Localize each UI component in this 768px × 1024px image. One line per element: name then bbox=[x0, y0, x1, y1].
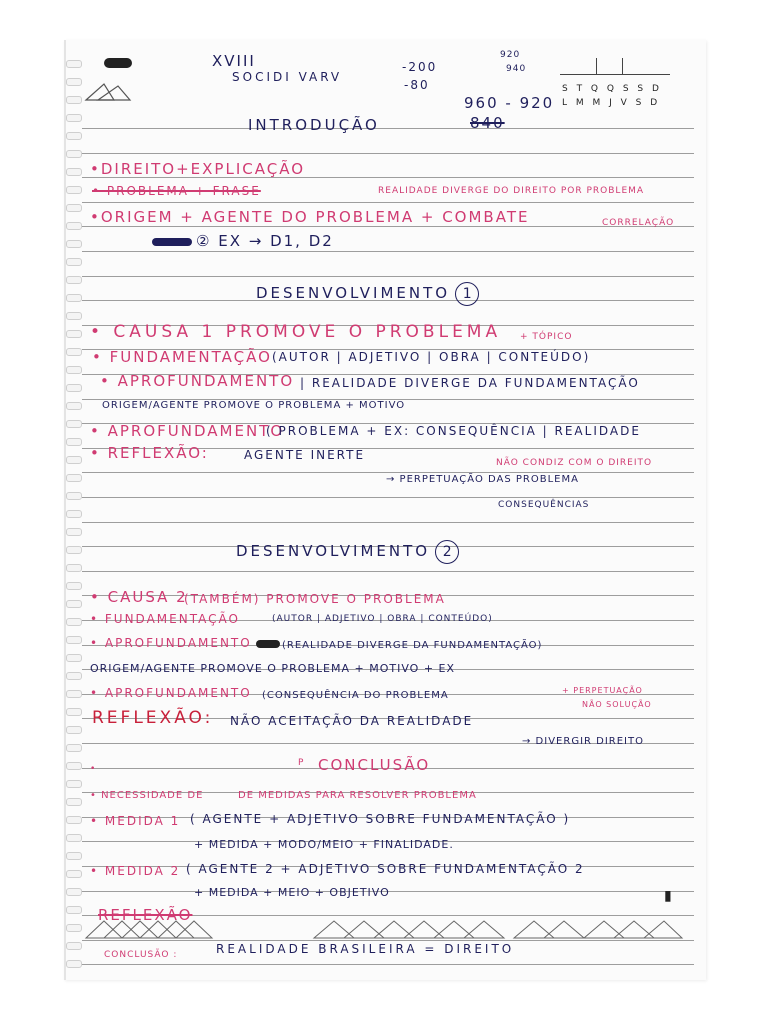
scribble-blot-2 bbox=[256, 640, 280, 648]
spiral-hole bbox=[66, 870, 82, 878]
spiral-hole bbox=[66, 852, 82, 860]
spiral-hole bbox=[66, 348, 82, 356]
spiral-hole bbox=[66, 798, 82, 806]
header-calc-1: -200 bbox=[402, 60, 438, 74]
conclusion-prefix: P bbox=[298, 758, 305, 768]
conclusion-line-4a: • MEDIDA 2 bbox=[90, 864, 181, 878]
dev2-line-1a: • CAUSA 2 bbox=[90, 588, 188, 606]
spiral-hole bbox=[66, 114, 82, 122]
spiral-hole bbox=[66, 672, 82, 680]
header-calc-5: 960 - 920 bbox=[464, 94, 555, 112]
dev2-line-3b: (REALIDADE DIVERGE DA FUNDAMENTAÇÃO) bbox=[282, 640, 543, 651]
dev2-title: DESENVOLVIMENTO bbox=[236, 542, 431, 560]
triangle-border bbox=[84, 918, 684, 940]
header-calc-3: 920 bbox=[500, 50, 521, 60]
spiral-hole bbox=[66, 186, 82, 194]
ruled-line bbox=[82, 202, 694, 203]
dev2-line-6a: REFLEXÃO: bbox=[92, 708, 214, 728]
conclusion-title: CONCLUSÃO bbox=[318, 756, 431, 774]
conclusion-bottom-label: CONCLUSÃO : bbox=[104, 950, 178, 960]
intro-line-2-struck: • PROBLEMA + FRASE bbox=[92, 184, 261, 198]
intro-line-3-note: CORRELAÇÃO bbox=[602, 218, 675, 228]
conclusion-line-5: + MEDIDA + MEIO + OBJETIVO bbox=[194, 886, 390, 899]
ruled-line bbox=[82, 276, 694, 277]
spiral-hole bbox=[66, 546, 82, 554]
spiral-hole bbox=[66, 816, 82, 824]
weekdays-bottom: L M M J V S D bbox=[562, 98, 661, 108]
header-subtitle: SOCIDI VARV bbox=[232, 70, 343, 84]
spiral-hole bbox=[66, 960, 82, 968]
spiral-hole bbox=[66, 204, 82, 212]
header-calc-4: 940 bbox=[506, 64, 527, 74]
dev1-line-6a: • REFLEXÃO: bbox=[90, 444, 209, 462]
dev2-line-1b: (TAMBÉM) PROMOVE O PROBLEMA bbox=[184, 592, 446, 606]
spiral-hole bbox=[66, 780, 82, 788]
intro-title: INTRODUÇÃO bbox=[248, 116, 380, 134]
spiral-hole bbox=[66, 528, 82, 536]
scribble-blot bbox=[152, 238, 192, 246]
dev1-title: DESENVOLVIMENTO bbox=[256, 284, 451, 302]
header-calc-6: 840 bbox=[470, 114, 505, 132]
spiral-hole bbox=[66, 456, 82, 464]
ruled-line bbox=[82, 128, 694, 129]
spiral-hole bbox=[66, 438, 82, 446]
dev2-line-4: ORIGEM/AGENTE PROMOVE O PROBLEMA + MOTIVO + EX bbox=[90, 662, 456, 675]
conclusion-line-3: + MEDIDA + MODO/MEIO + FINALIDADE. bbox=[194, 838, 454, 851]
marker-blot bbox=[104, 58, 132, 68]
dev2-line-5-note-1: + PERPETUAÇÃO bbox=[562, 686, 643, 695]
dev2-line-5a: • APROFUNDAMENTO bbox=[90, 686, 252, 700]
spiral-hole bbox=[66, 78, 82, 86]
spiral-hole bbox=[66, 96, 82, 104]
dev1-number: 1 bbox=[455, 282, 479, 306]
conclusion-line-2a: • MEDIDA 1 bbox=[90, 814, 181, 828]
header-tick-2 bbox=[622, 58, 623, 74]
dev2-line-6b: NÃO ACEITAÇÃO DA REALIDADE bbox=[230, 714, 474, 728]
conclusion-bottom-text: REALIDADE BRASILEIRA = DIREITO bbox=[216, 942, 515, 956]
dev2-line-5b: (CONSEQUÊNCIA DO PROBLEMA bbox=[262, 690, 449, 701]
spiral-hole bbox=[66, 726, 82, 734]
conclusion-line-1a: • NECESSIDADE DE bbox=[90, 790, 204, 801]
intro-line-4: ② EX → D1, D2 bbox=[196, 232, 334, 250]
header-divider bbox=[560, 74, 670, 75]
spiral-hole bbox=[66, 600, 82, 608]
spiral-hole bbox=[66, 924, 82, 932]
ruled-line bbox=[82, 472, 694, 473]
spiral-hole bbox=[66, 492, 82, 500]
ruled-line bbox=[82, 497, 694, 498]
spiral-hole bbox=[66, 564, 82, 572]
ruled-line bbox=[82, 571, 694, 572]
spiral-hole bbox=[66, 312, 82, 320]
spiral-hole bbox=[66, 258, 82, 266]
conclusion-line-4b: ( AGENTE 2 + ADJETIVO SOBRE FUNDAMENTAÇÃO 2 bbox=[186, 862, 585, 876]
spiral-hole bbox=[66, 240, 82, 248]
spiral-hole bbox=[66, 510, 82, 518]
dev1-line-3b: | REALIDADE DIVERGE DA FUNDAMENTAÇÃO bbox=[300, 376, 640, 390]
spiral-hole bbox=[66, 636, 82, 644]
dev1-line-5b: ( PROBLEMA + EX: CONSEQUÊNCIA | REALIDADE bbox=[266, 424, 641, 438]
ruled-line bbox=[82, 964, 694, 965]
dev1-line-6-note: NÃO CONDIZ COM O DIREITO bbox=[496, 458, 653, 468]
spiral-hole bbox=[66, 60, 82, 68]
spiral-hole bbox=[66, 420, 82, 428]
spiral-hole bbox=[66, 888, 82, 896]
spiral-hole bbox=[66, 150, 82, 158]
ruled-line bbox=[82, 940, 694, 941]
dev2-line-3a: • APROFUNDAMENTO bbox=[90, 636, 252, 650]
spiral-hole bbox=[66, 330, 82, 338]
spiral-hole bbox=[66, 276, 82, 284]
dev1-line-5a: • APROFUNDAMENTO bbox=[90, 422, 285, 440]
header-roman: XVIII bbox=[212, 52, 256, 70]
dev2-heading bbox=[236, 540, 459, 564]
dev2-line-5-note-2: NÃO SOLUÇÃO bbox=[582, 700, 652, 709]
spiral-hole bbox=[66, 618, 82, 626]
dev1-line-7: → PERPETUAÇÃO DAS PROBLEMA bbox=[386, 474, 579, 485]
spiral-hole bbox=[66, 474, 82, 482]
dev1-line-8: CONSEQUÊNCIAS bbox=[498, 500, 590, 510]
dev2-line-2b: (AUTOR | ADJETIVO | OBRA | CONTEÚDO) bbox=[272, 614, 493, 624]
ruled-line bbox=[82, 251, 694, 252]
dev1-line-2a: • FUNDAMENTAÇÃO bbox=[92, 348, 272, 366]
dev2-line-2a: • FUNDAMENTAÇÃO bbox=[90, 612, 240, 626]
dev2-number: 2 bbox=[435, 540, 459, 564]
header-tick-1 bbox=[596, 58, 597, 74]
intro-line-3: •ORIGEM + AGENTE DO PROBLEMA + COMBATE bbox=[90, 208, 530, 226]
spiral-hole bbox=[66, 690, 82, 698]
header-calc-2: -80 bbox=[404, 78, 430, 92]
conclusion-bullet: • bbox=[90, 764, 97, 774]
dev1-line-1: • CAUSA 1 PROMOVE O PROBLEMA bbox=[90, 322, 502, 342]
spiral-hole bbox=[66, 168, 82, 176]
spiral-hole bbox=[66, 294, 82, 302]
dev1-line-3a: • APROFUNDAMENTO bbox=[100, 372, 295, 390]
spiral-hole bbox=[66, 708, 82, 716]
conclusion-line-6-struck: REFLEXÃO bbox=[98, 906, 193, 924]
dev1-heading bbox=[256, 282, 479, 306]
spiral-hole bbox=[66, 906, 82, 914]
weekdays-top: S T Q Q S S D bbox=[562, 84, 662, 94]
spiral-hole bbox=[66, 834, 82, 842]
dev2-line-7: → DIVERGIR DIREITO bbox=[522, 736, 644, 747]
dev1-line-1-note: + TÓPICO bbox=[520, 332, 573, 342]
intro-line-2: REALIDADE DIVERGE DO DIREITO POR PROBLEMA bbox=[378, 186, 645, 196]
ruled-line bbox=[82, 522, 694, 523]
spiral-hole bbox=[66, 384, 82, 392]
spiral-hole bbox=[66, 582, 82, 590]
spiral-hole bbox=[66, 132, 82, 140]
dev1-line-4: ORIGEM/AGENTE PROMOVE O PROBLEMA + MOTIVO bbox=[102, 400, 406, 411]
spiral-hole bbox=[66, 942, 82, 950]
spiral-hole bbox=[66, 366, 82, 374]
ruled-line bbox=[82, 153, 694, 154]
page-mark: ▮ bbox=[664, 888, 674, 904]
dev1-line-2b: (AUTOR | ADJETIVO | OBRA | CONTEÚDO) bbox=[272, 350, 591, 364]
spiral-hole bbox=[66, 222, 82, 230]
spiral-hole bbox=[66, 402, 82, 410]
intro-line-1: •DIREITO+EXPLICAÇÃO bbox=[90, 160, 306, 178]
spiral-hole bbox=[66, 654, 82, 662]
conclusion-line-1b: DE MEDIDAS PARA RESOLVER PROBLEMA bbox=[238, 790, 477, 801]
spiral-hole bbox=[66, 744, 82, 752]
conclusion-line-2b: ( AGENTE + ADJETIVO SOBRE FUNDAMENTAÇÃO ) bbox=[190, 812, 571, 826]
spiral-hole bbox=[66, 762, 82, 770]
triangle-doodle bbox=[84, 82, 134, 104]
dev1-line-6b: AGENTE INERTE bbox=[244, 448, 366, 462]
